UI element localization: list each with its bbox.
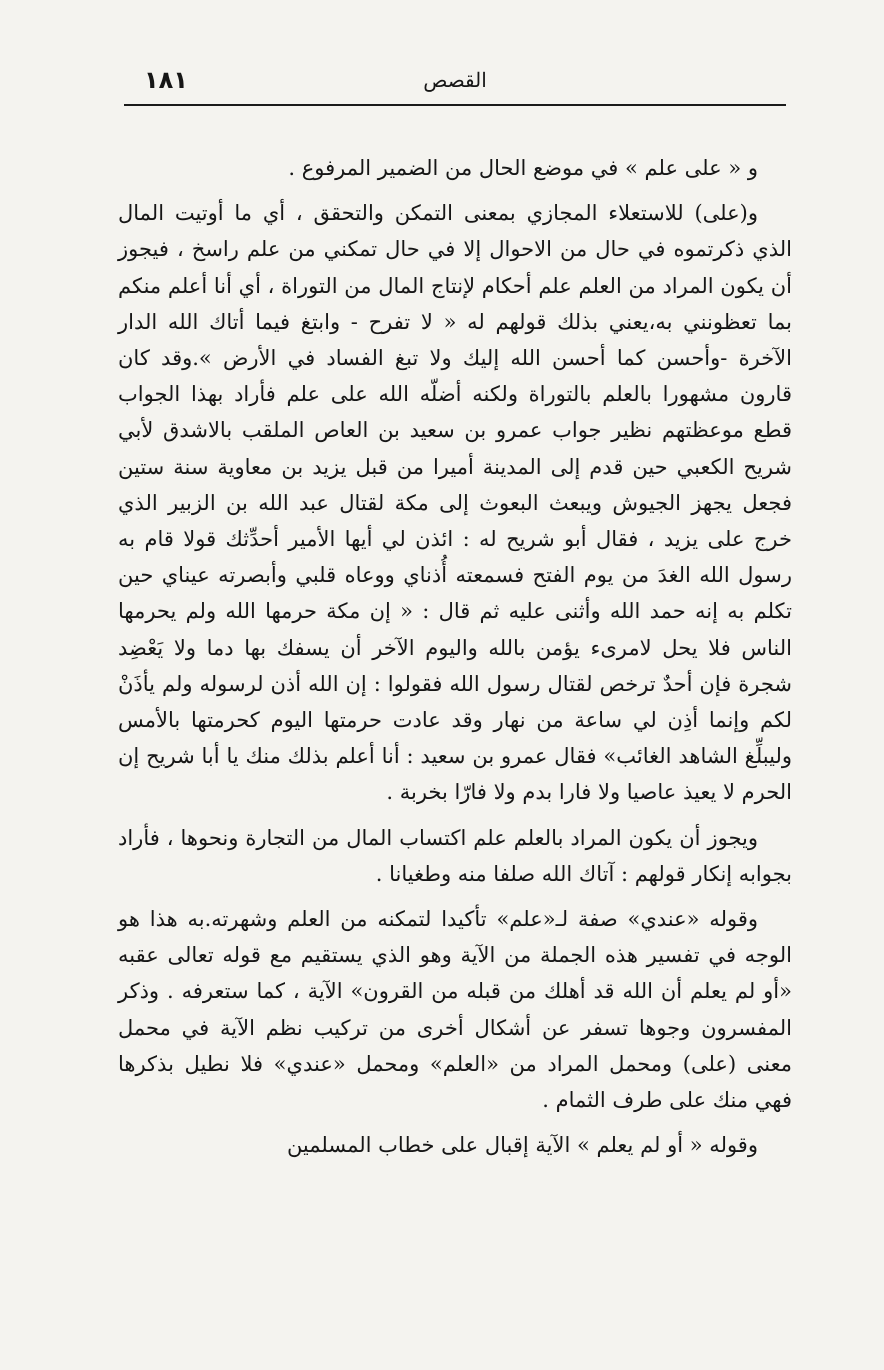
header-rule — [124, 104, 786, 106]
chapter-title: القصص — [423, 68, 487, 92]
paragraph-4: وقوله «عندي» صفة لـ«علم» تأكيدا لتمكنه من العلم وشهرته.به هذا هو الوجه في تفسير هذه الجملة من الآية وهو الذي يستقيم مع قوله تعالى عقبه «أو لم يعلم أن الله قد أهلك من قبله من القرون» الآية ، كما ستعرفه . وذكر المفسرون وجوها تسفر عن أشكال أخرى من تركيب نظم الآية في محمل معنى (على) ومحمل المراد من «العلم» ومحمل «عندي» فلا نطيل بذكرها فهي منك على طرف الثمام . — [118, 907, 792, 1113]
page-body — [118, 150, 792, 1163]
running-header — [124, 62, 786, 102]
paragraph-5: وقوله « أو لم يعلم » الآية إقبال على خطاب المسلمين — [286, 1133, 758, 1158]
paragraph-3: ويجوز أن يكون المراد بالعلم علم اكتساب المال من التجارة ونحوها ، فأراد بجوابه إنكار قولهم : آتاك الله صلفا منه وطغيانا . — [118, 825, 792, 886]
paragraph-2: و(على) للاستعلاء المجازي بمعنى التمكن والتحقق ، أي ما أوتيت المال الذي ذكرتموه في حال من الاحوال إلا في حال تمكني من علم راسخ ، فيجوز أن يكون المراد من العلم علم أحكام لإنتاج المال من التوراة ، أي أنا أعلم منكم بما تعظونني به،يعني بذلك قولهم له « لا تفرح - وابتغ فيما أتاك الله الدار الآخرة -وأحسن كما أحسن الله إليك ولا تبغ الفساد في الأرض ».وقد كان قارون مشهورا بالعلم بالتوراة ولكنه أضلّه الله على علم فأراد بهذا الجواب قطع موعظتهم نظير جواب عمرو بن سعيد بن العاص الملقب بالاشدق لأبي شريح الكعبي حين قدم إلى المدينة أميرا من قبل يزيد بن معاوية سنة ستين فجعل يجهز الجيوش ويبعث البعوث إلى مكة لقتال عبد الله بن الزبير الذي خرج على يزيد ، فقال أبو شريح له : ائذن لي أيها الأمير أحدِّثك قولا قام به رسول الله الغدَ من يوم الفتح فسمعته أُذناي ووعاه قلبي وأبصرته عيناي حين تكلم به إنه حمد الله وأثنى عليه ثم قال : « إن مكة حرمها الله ولم يحرمها الناس فلا يحل لامرىء يؤمن بالله واليوم الآخر أن يسفك بها دما ولا يَعْضِد شجرة فإن أحدٌ ترخص لقتال رسول الله فقولوا : إن الله أذن لرسوله ولم يأذَنْ لكم وإنما أذِن لي ساعة من نهار وقد عادت حرمتها اليوم كحرمتها بالأمس وليبلِّغ الشاهد الغائب» فقال عمرو بن سعيد : أنا أعلم بذلك منك يا أبا شريح إن الحرم لا يعيذ عاصيا ولا فارا بدم ولا فارّا بخربة . — [118, 201, 792, 805]
paragraph-1: و « على علم » في موضع الحال من الضمير المرفوع . — [288, 156, 758, 180]
page-number: ١٨١ — [144, 66, 188, 94]
